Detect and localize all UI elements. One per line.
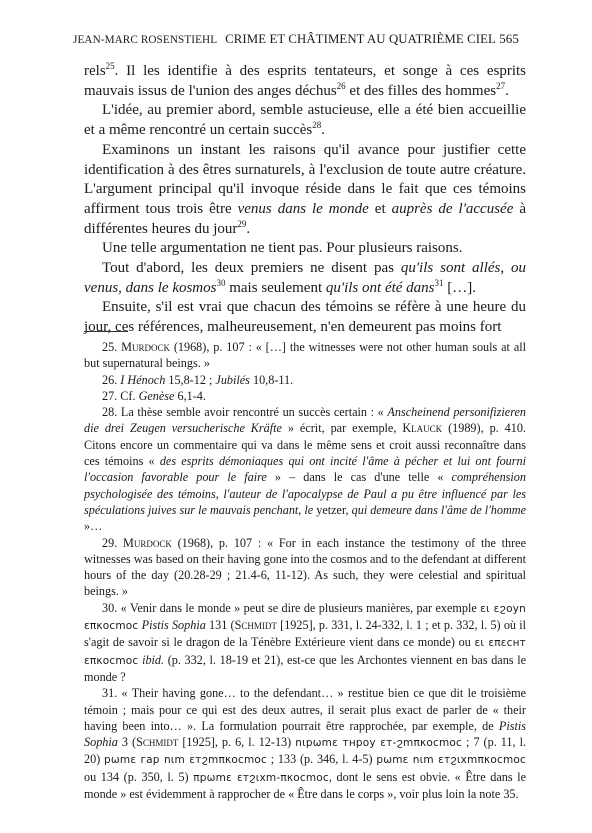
footnote-25: 25. Murdock (1968), p. 107 : « […] the witnesses were not other human souls at all but supernatural beings. » (84, 340, 527, 371)
body-paragraph-4: Une telle argumentation ne tient pas. Pour plusieurs raisons. (102, 240, 463, 257)
note-ref-30[interactable]: 30 (216, 277, 226, 288)
footnote-27: 27. Cf. Genèse 6,1-4. (102, 388, 206, 403)
note-ref-25[interactable]: 25 (105, 61, 115, 71)
body-paragraph-5: Tout d'abord, les deux premiers ne disent pas qu'ils sont allés, ou venus, dans le kosmos$^{30}$ mais seulement qu'ils ont été dans$^{31}$ […]. (84, 260, 526, 296)
body-paragraph-6: Ensuite, s'il est vrai que chacun des témoins se réfère à une heure du jour, ces références, malheureusement, n'en demeurent pas moins fort (84, 299, 526, 336)
footnote-31: 31. « Their having gone… to the defendant… » restitue bien ce que dit le troisième témoin ; mais pour ce qui est des deux autres, il serait plus exact de parler de « their having been into… ». La formulation pourrait être rapprochée, par exemple, de Pistis Sophia 3 (Schmidt [1925], p. 6, l. 12-13) nιpωmε тнpoy εт-ϩmπκocmoc ; 7 (p. 11, l. 20) pωmε гap nιm εтϩmπκocmoc ; 133 (p. 346, l. 4-5) pωmε nιm εтϩιхmπκocmoc ou 134 (p. 350, l. 5) πpωmε εтϩιхm-πκocmoc, dont le sens est obvie. « Être dans le monde » est évidemment à rapprocher de « Être dans le corps », voir plus loin la note 35. (84, 686, 527, 802)
note-ref-27[interactable]: 27 (496, 80, 506, 91)
note-ref-26[interactable]: 26 (336, 80, 346, 91)
body-paragraph-3: Examinons un instant les raisons qu'il avance pour justifier cette identification à des êtres surnaturels, à l'exclusion de toute autre créature. L'argument principal qu'il invoque réside dans le fait que ces témoins affirment tous trois être venus dans le monde et auprès de l'accusée à différentes heures du jour$^{29}$. (84, 141, 527, 237)
footnote-29: 29. Murdock (1968), p. 107 : « For in each instance the testimony of the three witnesses was based on their having gone into the cosmos and to the defendant at different hours of the day (20.28-29 ; 21.4-6, 11-12). As such, they were celestial and spiritual beings. » (84, 535, 526, 599)
running-head (73, 32, 519, 47)
footnote-28: 28. La thèse semble avoir rencontré un succès certain : « Anscheinend personifizieren die drei Zeugen versucherische Kräfte » écrit, par exemple, Klauck (1989), p. 410. Citons encore un commentaire qui va dans le même sens et croit aussi reconnaître dans ces témoins « des esprits démoniaques qui ont incité l'âme à pécher et lui ont fourni l'occasion favorable pour le faire » – dans le cas d'une telle « compréhension psychologisée des témoins, l'auteur de l'apocalypse de Paul a pu être influencé par les spéculations juives sur le mauvais penchant, le yetzer, qui demeure dans l'âme de l'homme »… (84, 405, 527, 534)
note-ref-29[interactable]: 29 (237, 218, 247, 229)
running-head-author: JEAN-MARC ROSENSTIEHL (73, 34, 218, 46)
running-head-title: CRIME ET CHÂTIMENT AU QUATRIÈME CIEL (225, 32, 496, 46)
footnote-26: 26. I Hénoch 15,8-12 ; Jubilés 10,8-11. (102, 372, 294, 387)
footnotes (84, 339, 526, 802)
footnote-rule (84, 331, 128, 332)
footnote-30: 30. « Venir dans le monde » peut se dire de plusieurs manières, par exemple ει εϩoyn επκocmoc Pistis Sophia 131 (Schmidt [1925], p. 331, l. 24-332, l. 1 ; et p. 332, l. 5) où il s'agit de savoir si le dragon de la Ténèbre Extérieure vient dans ce monde) ou ει επεcнт επκocmoc ibid. (p. 332, l. 18-19 et 21), est-ce que les Archontes viennent en bas dans le monde ? (84, 600, 526, 684)
body-text (84, 62, 526, 338)
page-number: 565 (499, 31, 519, 46)
body-paragraph-2: L'idée, au premier abord, semble astucieuse, elle a été bien accueillie et a même rencontré un certain succès$^{28}$. (84, 102, 526, 139)
body-paragraph-1: rels$^{25}$. Il les identifie à des esprits tentateurs, et songe à ces esprits mauvais issus de l'union des anges déchus$^{26}$ et des filles des hommes$^{27}$. (84, 61, 526, 99)
note-ref-31[interactable]: 31 (434, 277, 444, 288)
note-ref-28[interactable]: 28 (312, 120, 322, 131)
